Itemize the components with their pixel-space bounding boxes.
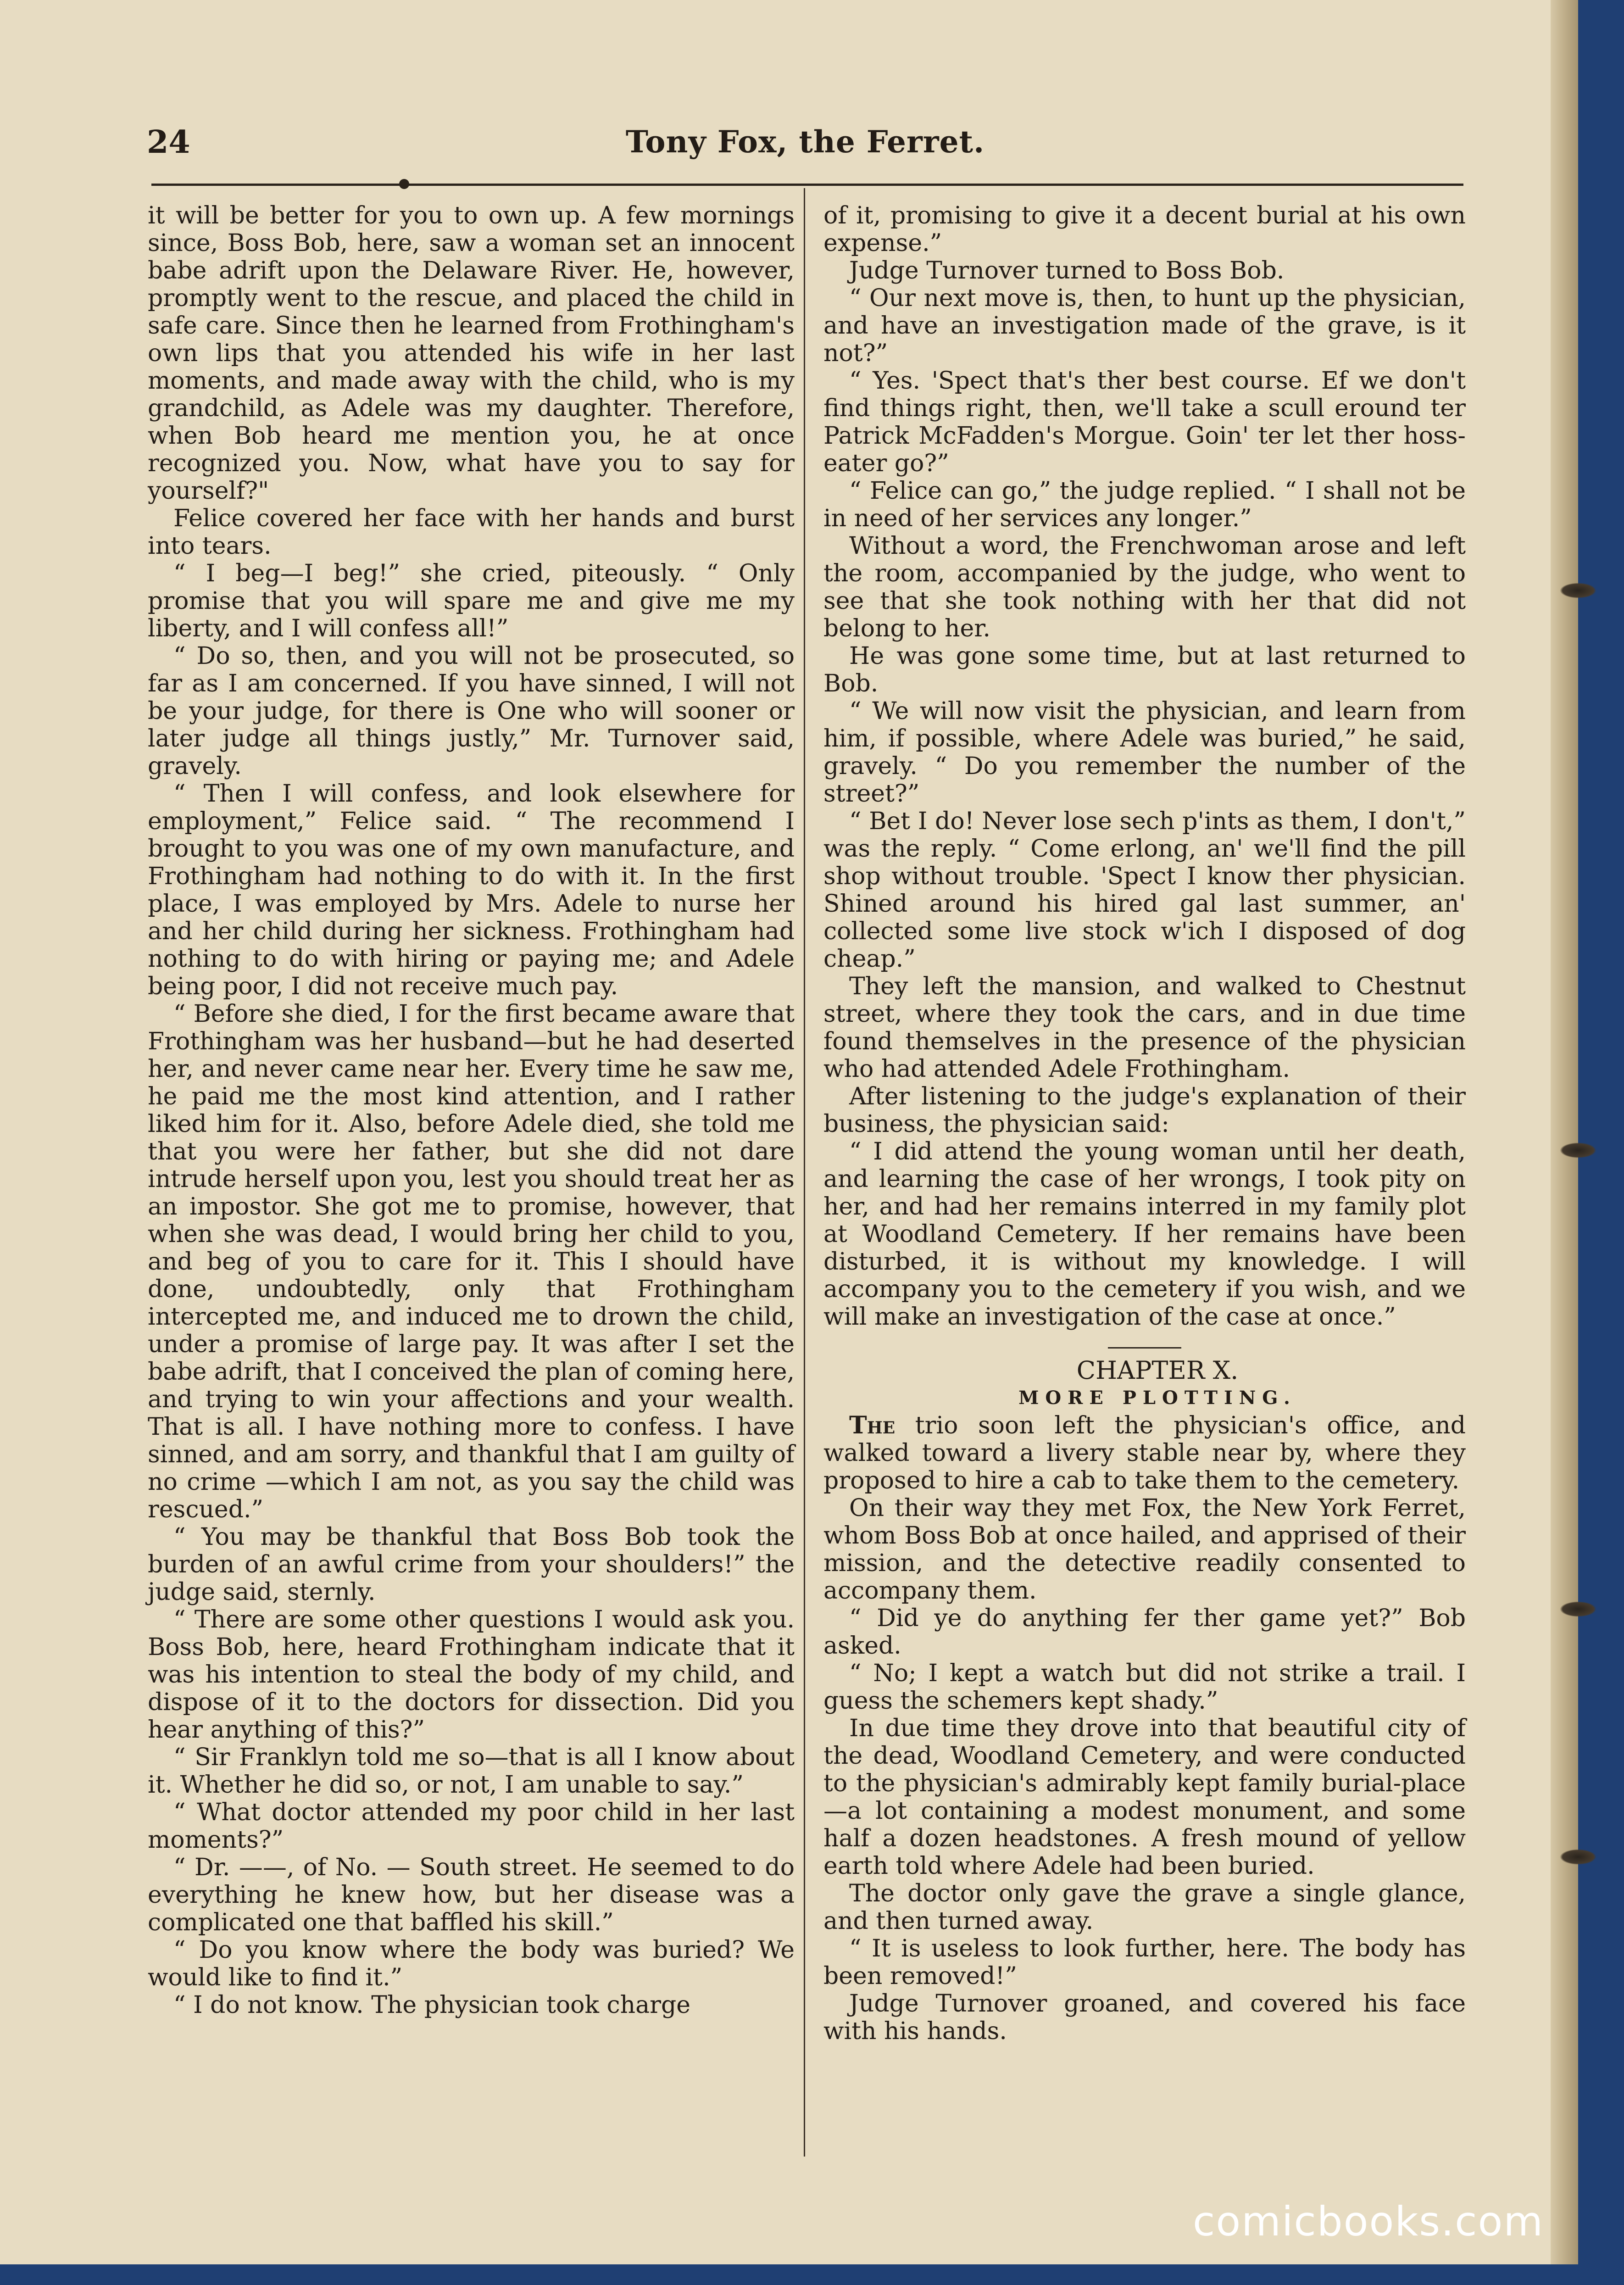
staple (1560, 583, 1596, 598)
paragraph: “ What doctor attended my poor child in her last moments?” (148, 1799, 795, 1854)
paragraph: Felice covered her face with her hands and burst into tears. (148, 505, 795, 560)
paragraph: “ Do so, then, and you will not be prosecuted, so far as I am concerned. If you have sinned, I will not be your judge, for there is One who will sooner or later judge all things justly,” Mr. Turnover said, gravely. (148, 642, 795, 780)
drop-word: The (849, 1411, 895, 1439)
staple (1560, 1142, 1596, 1158)
paragraph: “ Dr. ——, of No. — South street. He seemed to do everything he knew how, but her disease was a complicated one that baffled his skill.” (148, 1854, 795, 1936)
paragraph: “ It is useless to look further, here. The body has been removed!” (823, 1935, 1466, 1990)
staple (1560, 1601, 1596, 1617)
paragraph: “ Sir Franklyn told me so—that is all I know about it. Whether he did so, or not, I am unable to say.” (148, 1744, 795, 1799)
paragraph: “ Our next move is, then, to hunt up the physician, and have an investigation made of the grave, is it not?” (823, 284, 1466, 367)
paragraph: “ Felice can go,” the judge replied. “ I shall not be in need of her services any longer.” (823, 477, 1466, 532)
paragraph: “ Then I will confess, and look elsewhere for employment,” Felice said. “ The recommend I brought to you was one of my own manufacture, and Frothingham had nothing to do with it. In the first place, I was employed by Mrs. Adele to nurse her and her child during her sickness. Frothingham had nothing to do with hiring or paying me; and Adele being poor, I did not receive much pay. (148, 780, 795, 1000)
paragraph: of it, promising to give it a decent burial at his own expense.” (823, 202, 1466, 257)
column-divider (804, 188, 805, 2157)
paragraph: it will be better for you to own up. A few mornings since, Boss Bob, here, saw a woman set an innocent babe adrift upon the Delaware River. He, however, promptly went to the rescue, and placed the child in safe care. Since then he learned from Frothingham's own lips that you attended his wife in her last moments, and made away with the child, who is my grandchild, as Adele was my daughter. Therefore, when Bob heard me mention you, he at once recognized you. Now, what have you to say for yourself?" (148, 202, 795, 505)
paragraph: Without a word, the Frenchwoman arose and left the room, accompanied by the judge, who went to see that she took nothing with her that did not belong to her. (823, 532, 1466, 642)
paragraph: Judge Turnover groaned, and covered his face with his hands. (823, 1990, 1466, 2045)
page-header (147, 124, 1463, 170)
watermark: comicbooks.com (1193, 2198, 1544, 2245)
paragraph: On their way they met Fox, the New York Ferret, whom Boss Bob at once hailed, and apprised of their mission, and the detective readily consented to accompany them. (823, 1494, 1466, 1605)
chapter-subtitle: MORE PLOTTING. (1018, 1387, 1296, 1409)
paragraph: “ You may be thankful that Boss Bob took the burden of an awful crime from your shoulders!” the judge said, sternly. (148, 1523, 795, 1606)
chapter-divider (1108, 1347, 1181, 1349)
page-spine (1551, 0, 1578, 2264)
paragraph: After listening to the judge's explanation of their business, the physician said: (823, 1083, 1466, 1138)
staple (1560, 1849, 1596, 1865)
paragraph: They left the mansion, and walked to Chestnut street, where they took the cars, and in due time found themselves in the presence of the physician who had attended Adele Frothingham. (823, 973, 1466, 1083)
rule-ornament (399, 179, 409, 189)
paragraph: The doctor only gave the grave a single glance, and then turned away. (823, 1880, 1466, 1935)
paragraph: “ Before she died, I for the first became aware that Frothingham was her husband—but he had deserted her, and never came near her. Every time he saw me, he paid me the most kind attention, and I rather liked him for it. Also, before Adele died, she told me that you were her father, but she did not dare intrude herself upon you, lest you should treat her as an impostor. She got me to promise, however, that when she was dead, I would bring her child to you, and beg of you to care for it. This I should have done, undoubtedly, only that Frothingham intercepted me, and induced me to drown the child, under a promise of large pay. It was after I set the babe adrift, that I conceived the plan of coming here, and trying to win your affections and your wealth. That is all. I have nothing more to confess. I have sinned, and am sorry, and thankful that I am guilty of no crime —which I am not, as you say the child was rescued.” (148, 1000, 795, 1523)
paragraph: “ Do you know where the body was buried? We would like to find it.” (148, 1936, 795, 1991)
paragraph: “ No; I kept a watch but did not strike a trail. I guess the schemers kept shady.” (823, 1660, 1466, 1715)
chapter-title: CHAPTER X. (1076, 1356, 1239, 1385)
right-column (823, 202, 1466, 2045)
left-column (148, 202, 795, 2019)
header-rule (151, 184, 1463, 186)
paragraph: “ I beg—I beg!” she cried, piteously. “ Only promise that you will spare me and give me my liberty, and I will confess all!” (148, 560, 795, 642)
paragraph: Judge Turnover turned to Boss Bob. (849, 257, 1285, 284)
paragraph: In due time they drove into that beautiful city of the dead, Woodland Cemetery, and were conducted to the physician's admirably kept family burial-place—a lot containing a modest monument, and some half a dozen headstones. A fresh mound of yellow earth told where Adele had been buried. (823, 1715, 1466, 1880)
paragraph: He was gone some time, but at last returned to Bob. (823, 642, 1466, 697)
paragraph: “ We will now visit the physician, and learn from him, if possible, where Adele was buried,” he said, gravely. “ Do you remember the number of the street?” (823, 697, 1466, 808)
paragraph: “ I do not know. The physician took charge (173, 1991, 691, 2019)
paragraph: “ Yes. 'Spect that's ther best course. Ef we don't find things right, then, we'll take a scull eround ter Patrick McFadden's Morgue. Goin' ter let ther hoss-eater go?” (823, 367, 1466, 477)
paragraph-text: trio soon left the physician's office, and walked toward a livery stable near by, where they proposed to hire a cab to take them to the cemetery. (823, 1412, 1466, 1494)
paragraph: “ Did ye do anything fer ther game yet?” Bob asked. (823, 1605, 1466, 1660)
chapter-opening-paragraph (823, 1412, 1466, 1494)
page-number: 24 (147, 124, 190, 161)
paragraph: “ I did attend the young woman until her death, and learning the case of her wrongs, I took pity on her, and had her remains interred in my family plot at Woodland Cemetery. If her remains have been disturbed, it is without my knowledge. I will accompany you to the cemetery if you wish, and we will make an investigation of the case at once.” (823, 1138, 1466, 1331)
paragraph: “ Bet I do! Never lose sech p'ints as them, I don't,” was the reply. “ Come erlong, an' we'll find the pill shop without trouble. 'Spect I know ther physician. Shined around his hired gal last summer, an' collected some live stock w'ich I disposed of dog cheap.” (823, 808, 1466, 973)
running-title: Tony Fox, the Ferret. (625, 124, 985, 160)
paragraph: “ There are some other questions I would ask you. Boss Bob, here, heard Frothingham indicate that it was his intention to steal the body of my child, and dispose of it to the doctors for dissection. Did you hear anything of this?” (148, 1606, 795, 1744)
